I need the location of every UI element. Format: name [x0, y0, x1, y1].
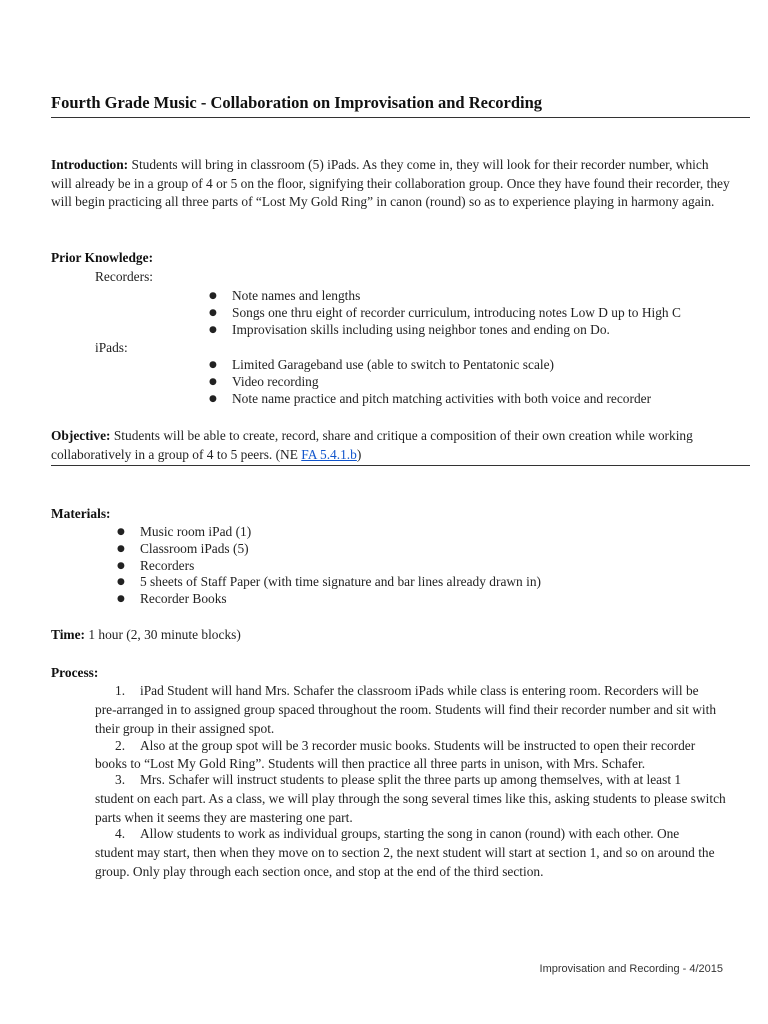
list-item: ● Recorder Books — [117, 591, 227, 607]
list-item: ● Improvisation skills including using neighbor tones and ending on Do. — [209, 321, 610, 337]
list-item: ● Note name practice and pitch matching activities with both voice and recorder — [209, 390, 652, 406]
materials-label: Materials: — [51, 506, 111, 521]
process-step-1-continued: pre-arranged in to assigned group spaced throughout the room. Students will find their recorder number and sit with their group in their assigned spot. — [95, 702, 717, 736]
recorders-list — [205, 288, 681, 338]
process-step-1: 1. iPad Student will hand Mrs. Schafer the classroom iPads while class is entering room. Recorders will be — [115, 683, 699, 698]
process-step-4-continued: student may start, then when they move on to section 2, the next student will start at section 1, and so on around the group. Only play through each section once, and stop at the end of the third section. — [95, 845, 715, 879]
list-item: ● Music room iPad (1) — [117, 524, 252, 539]
bullet-icon: ● — [209, 291, 217, 301]
time-section — [51, 626, 731, 645]
bullet-icon: ● — [117, 543, 125, 554]
page-footer: Improvisation and Recording - 4/2015 — [539, 963, 723, 975]
list-item: ● Video recording — [209, 373, 319, 389]
prior-knowledge-section — [51, 249, 731, 268]
process-step-3: 3. Mrs. Schafer will instruct students to please split the three parts up among themselves, with at least 1 — [115, 772, 682, 787]
title-divider — [51, 117, 750, 118]
bullet-icon: ● — [209, 376, 217, 387]
materials-section — [51, 505, 731, 524]
process-label: Process: — [51, 665, 99, 680]
process-step-2: 2. Also at the group spot will be 3 recorder music books. Students will be instructed to open their recorder — [115, 738, 696, 753]
process-step-2-continued: books to “Lost My Gold Ring”. Students will then practice all three parts in unison, with Mrs. Schafer. — [95, 756, 646, 771]
introduction-text: Students will bring in classroom (5) iPads. As they come in, they will look for their recorder number, which will already be in a group of 4 or 5 on the floor, signifying their collaboration group. Once they have found their recorder, they will begin practicing all three parts of “Lost My Gold Ring” in canon (round) so as to experience playing in harmony again. — [51, 157, 730, 210]
bullet-icon: ● — [209, 360, 217, 370]
standard-link[interactable]: FA 5.4.1.b — [301, 446, 357, 462]
process-step-4: 4. Allow students to work as individual groups, starting the song in canon (round) with each other. One — [115, 826, 680, 841]
time-text: 1 hour (2, 30 minute blocks) — [88, 627, 241, 642]
bullet-icon: ● — [117, 577, 125, 588]
bullet-icon: ● — [209, 393, 217, 404]
introduction-section — [51, 156, 731, 212]
objective-text: Students will be able to create, record, share and critique a composition of their own creation while working collaboratively in a group of 4 to 5 peers. (NE — [51, 428, 693, 462]
list-item: ● Limited Garageband use (able to switch to Pentatonic scale) — [209, 357, 555, 372]
list-item: ● Note names and lengths — [209, 288, 361, 303]
page-title: Fourth Grade Music - Collaboration on Improvisation and Recording — [51, 93, 543, 112]
objective-close: ) — [356, 446, 362, 462]
time-label: Time: — [51, 627, 85, 642]
list-item: ● Classroom iPads (5) — [117, 540, 249, 556]
bullet-icon: ● — [117, 527, 125, 537]
list-item: ● Songs one thru eight of recorder curriculum, introducing notes Low D up to High C — [209, 304, 681, 320]
list-item: ● 5 sheets of Staff Paper (with time signature and bar lines already drawn in) — [117, 574, 541, 590]
ipads-list — [205, 357, 651, 407]
bullet-icon: ● — [117, 594, 125, 605]
process-step-3-continued: student on each part. As a class, we will play through the song several times like this, asking students to please switch parts when it seems they are mastering one part. — [95, 791, 726, 825]
objective-divider — [51, 465, 750, 466]
bullet-icon: ● — [209, 307, 217, 318]
introduction-label: Introduction: — [51, 157, 129, 172]
ipads-label: iPads: — [95, 340, 128, 355]
materials-list — [113, 524, 541, 608]
objective-section — [51, 427, 731, 464]
process-section — [51, 664, 731, 683]
list-item: ● Recorders — [117, 557, 195, 573]
recorders-label: Recorders: — [95, 269, 154, 284]
prior-knowledge-label: Prior Knowledge: — [51, 250, 154, 265]
bullet-icon: ● — [209, 324, 217, 335]
bullet-icon: ● — [117, 560, 125, 571]
objective-label: Objective: — [51, 428, 111, 443]
